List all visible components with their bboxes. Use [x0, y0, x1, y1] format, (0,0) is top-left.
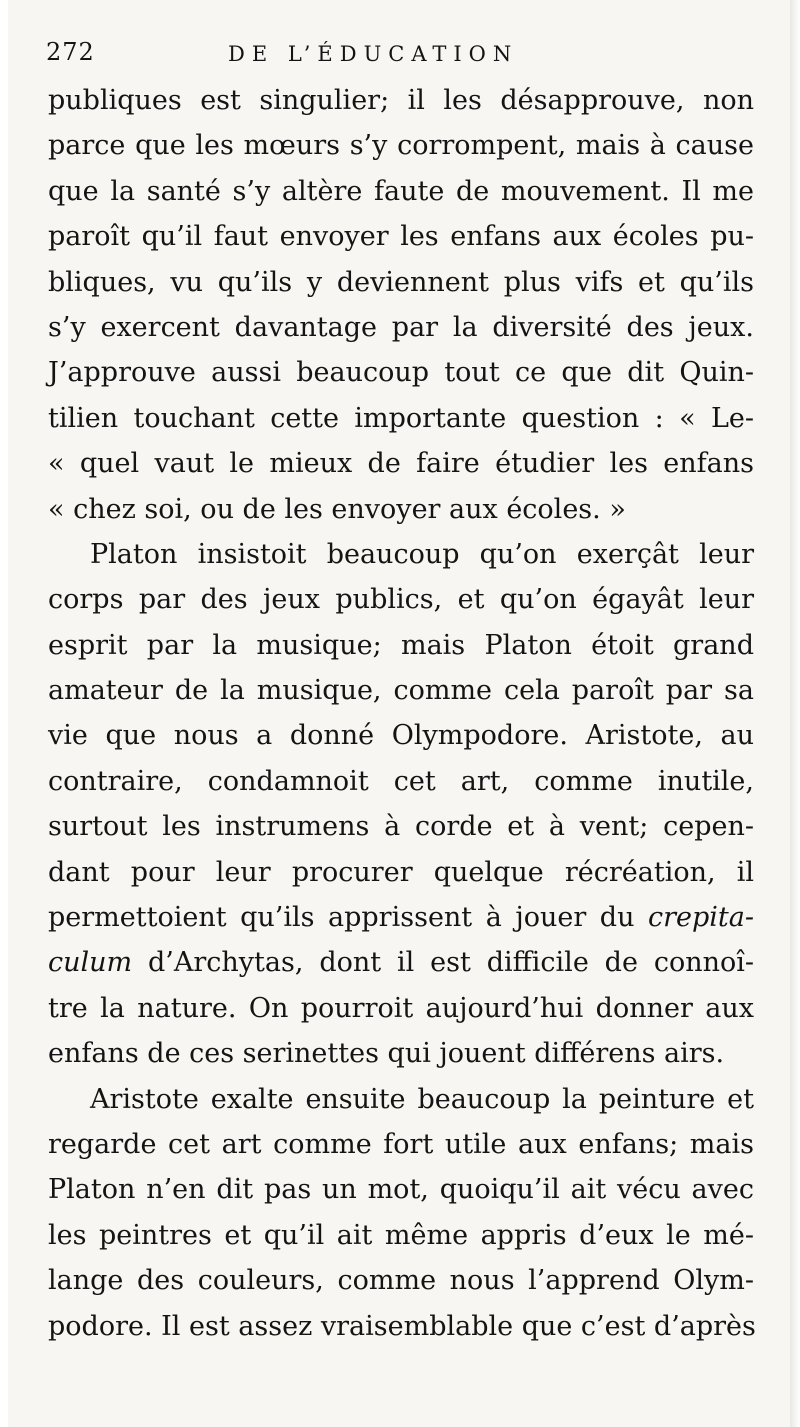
text-line: vie que nous a donné Olympodore. Aristote, au	[48, 720, 754, 752]
text-line: dant pour leur procurer quelque récréation, il	[48, 856, 754, 888]
italic-word: culum	[48, 947, 133, 979]
body-text	[48, 78, 754, 1349]
text-line: que la santé s’y altère faute de mouvement. Il me	[48, 175, 754, 207]
text-line: « chez soi, ou de les envoyer aux écoles. »	[48, 493, 626, 525]
running-title: DE L’ÉDUCATION	[228, 42, 519, 66]
text-line: tilien touchant cette importante question : « Le-	[48, 402, 754, 434]
text-line: bliques, vu qu’ils y deviennent plus vifs et qu’ils	[48, 266, 754, 298]
text-line: esprit par la musique; mais Platon étoit grand	[48, 629, 754, 661]
page-margin-left	[0, 0, 8, 1427]
text-line: Aristote exalte ensuite beaucoup la peinture et	[90, 1083, 754, 1115]
text-line: contraire, condamnoit cet art, comme inutile,	[48, 765, 754, 797]
text-line: corps par des jeux publics, et qu’on égayât leur	[48, 584, 754, 616]
text-line: les peintres et qu’il ait même appris d’eux le mé-	[48, 1219, 754, 1251]
text-line: lange des couleurs, comme nous l’apprend Olym-	[48, 1265, 754, 1297]
text-line: podore. Il est assez vraisemblable que c’est d’après	[48, 1310, 756, 1342]
text-segment: permettoient qu’ils apprissent à jouer du	[48, 902, 648, 934]
text-line: « quel vaut le mieux de faire étudier les enfans	[48, 448, 754, 480]
text-line: amateur de la musique, comme cela paroît par sa	[48, 675, 754, 707]
text-segment: d’Archytas, dont il est difficile de connoî-	[132, 947, 754, 979]
text-line: surtout les instrumens à corde et à vent; cepen-	[48, 811, 754, 843]
text-line: Platon n’en dit pas un mot, quoiqu’il ait vécu avec	[48, 1174, 754, 1206]
text-line: paroît qu’il faut envoyer les enfans aux écoles pu-	[48, 221, 754, 253]
text-line: Platon insistoit beaucoup qu’on exerçât leur	[90, 538, 754, 570]
page-margin-right	[790, 0, 800, 1427]
page-header	[46, 38, 746, 78]
text-line	[48, 940, 754, 985]
page-number: 272	[46, 38, 95, 66]
text-line: J’approuve aussi beaucoup tout ce que dit Quin-	[48, 357, 754, 389]
text-line: regarde cet art comme fort utile aux enfans; mais	[48, 1128, 754, 1160]
text-line: parce que les mœurs s’y corrompent, mais à cause	[48, 130, 754, 162]
text-line: publiques est singulier; il les désapprouve, non	[48, 85, 754, 116]
text-line: s’y exercent davantage par la diversité des jeux.	[48, 311, 754, 343]
text-line	[48, 895, 754, 940]
italic-word: crepita-	[648, 902, 754, 934]
text-line: enfans de ces serinettes qui jouent différens airs.	[48, 1038, 725, 1070]
text-line: tre la nature. On pourroit aujourd’hui donner aux	[48, 992, 754, 1024]
